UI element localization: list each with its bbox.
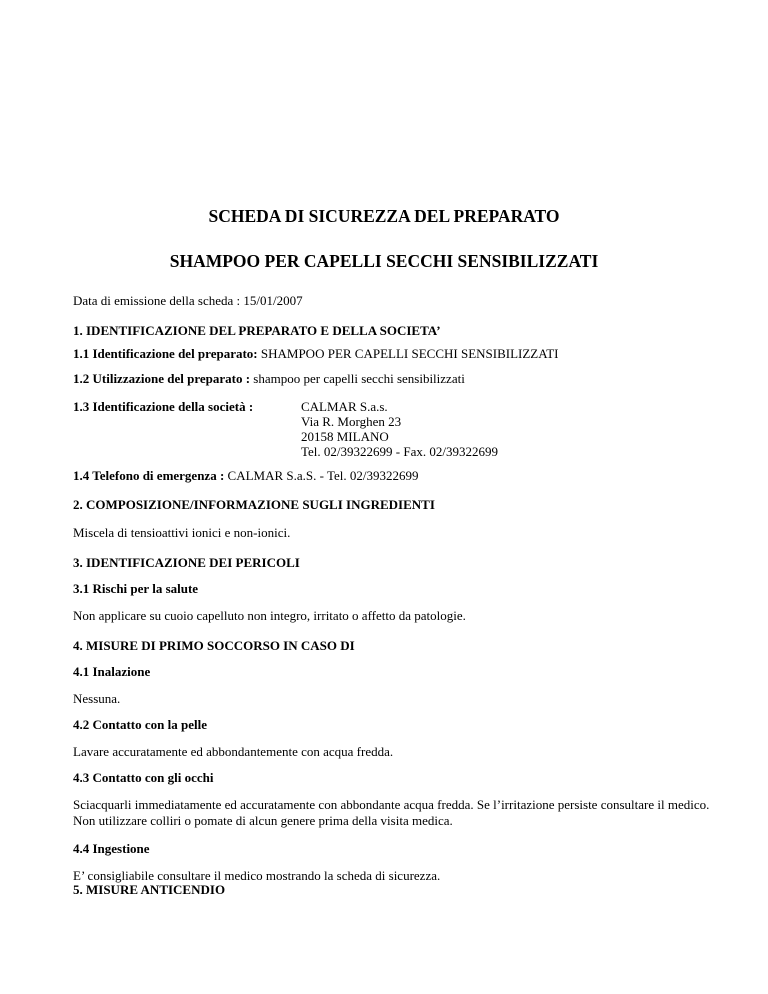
section-1-1 xyxy=(73,346,558,361)
section-3-1-text: Non applicare su cuoio capelluto non integro, irritato o affetto da patologie. xyxy=(73,608,466,623)
section-4-3-heading: 4.3 Contatto con gli occhi xyxy=(73,770,214,785)
section-4-4-heading: 4.4 Ingestione xyxy=(73,841,150,856)
section-4-2-heading: 4.2 Contatto con la pelle xyxy=(73,717,207,732)
document-title: SCHEDA DI SICUREZZA DEL PREPARATO xyxy=(208,206,560,226)
emission-date: Data di emissione della scheda : 15/01/2007 xyxy=(73,293,303,308)
company-contacts: Tel. 02/39322699 - Fax. 02/39322699 xyxy=(301,444,498,459)
section-4-1-heading: 4.1 Inalazione xyxy=(73,664,151,679)
company-street: Via R. Morghen 23 xyxy=(301,414,402,429)
section-4-heading: 4. MISURE DI PRIMO SOCCORSO IN CASO DI xyxy=(73,638,355,653)
section-5-heading: 5. MISURE ANTICENDIO xyxy=(73,882,226,897)
section-1-heading: 1. IDENTIFICAZIONE DEL PREPARATO E DELLA SOCIETA’ xyxy=(73,323,441,338)
section-1-2-label: 1.2 Utilizzazione del preparato : xyxy=(73,371,251,386)
section-1-4 xyxy=(73,468,419,483)
section-4-1-text: Nessuna. xyxy=(73,691,121,706)
company-city: 20158 MILANO xyxy=(301,429,389,444)
company-name: CALMAR S.a.s. xyxy=(301,399,388,414)
section-1-1-value: SHAMPOO PER CAPELLI SECCHI SENSIBILIZZATI xyxy=(257,346,559,361)
section-1-4-label: 1.4 Telefono di emergenza : xyxy=(73,468,225,483)
section-4-2-text: Lavare accuratamente ed abbondantemente con acqua fredda. xyxy=(73,744,394,759)
section-1-3-label: 1.3 Identificazione della società : xyxy=(73,399,254,414)
section-2-heading: 2. COMPOSIZIONE/INFORMAZIONE SUGLI INGREDIENTI xyxy=(73,497,435,512)
section-3-1-heading: 3.1 Rischi per la salute xyxy=(73,581,199,596)
section-4-4-text: E’ consigliabile consultare il medico mostrando la scheda di sicurezza. xyxy=(73,868,441,883)
section-1-2-value: shampoo per capelli secchi sensibilizzati xyxy=(250,371,465,386)
section-1-4-value: CALMAR S.a.S. - Tel. 02/39322699 xyxy=(224,468,419,483)
section-1-2 xyxy=(73,371,465,386)
section-2-text: Miscela di tensioattivi ionici e non-ionici. xyxy=(73,525,291,540)
section-3-heading: 3. IDENTIFICAZIONE DEI PERICOLI xyxy=(73,555,300,570)
product-title: SHAMPOO PER CAPELLI SECCHI SENSIBILIZZATI xyxy=(169,251,599,271)
section-4-3-text: Sciacquarli immediatamente ed accuratamente con abbondante acqua fredda. Se l’irritazione persiste consultare il medico. Non utilizzare colliri o pomate di alcun genere prima della visita medica. xyxy=(73,797,710,828)
company-address xyxy=(301,399,498,459)
section-1-1-label: 1.1 Identificazione del preparato: xyxy=(73,346,258,361)
